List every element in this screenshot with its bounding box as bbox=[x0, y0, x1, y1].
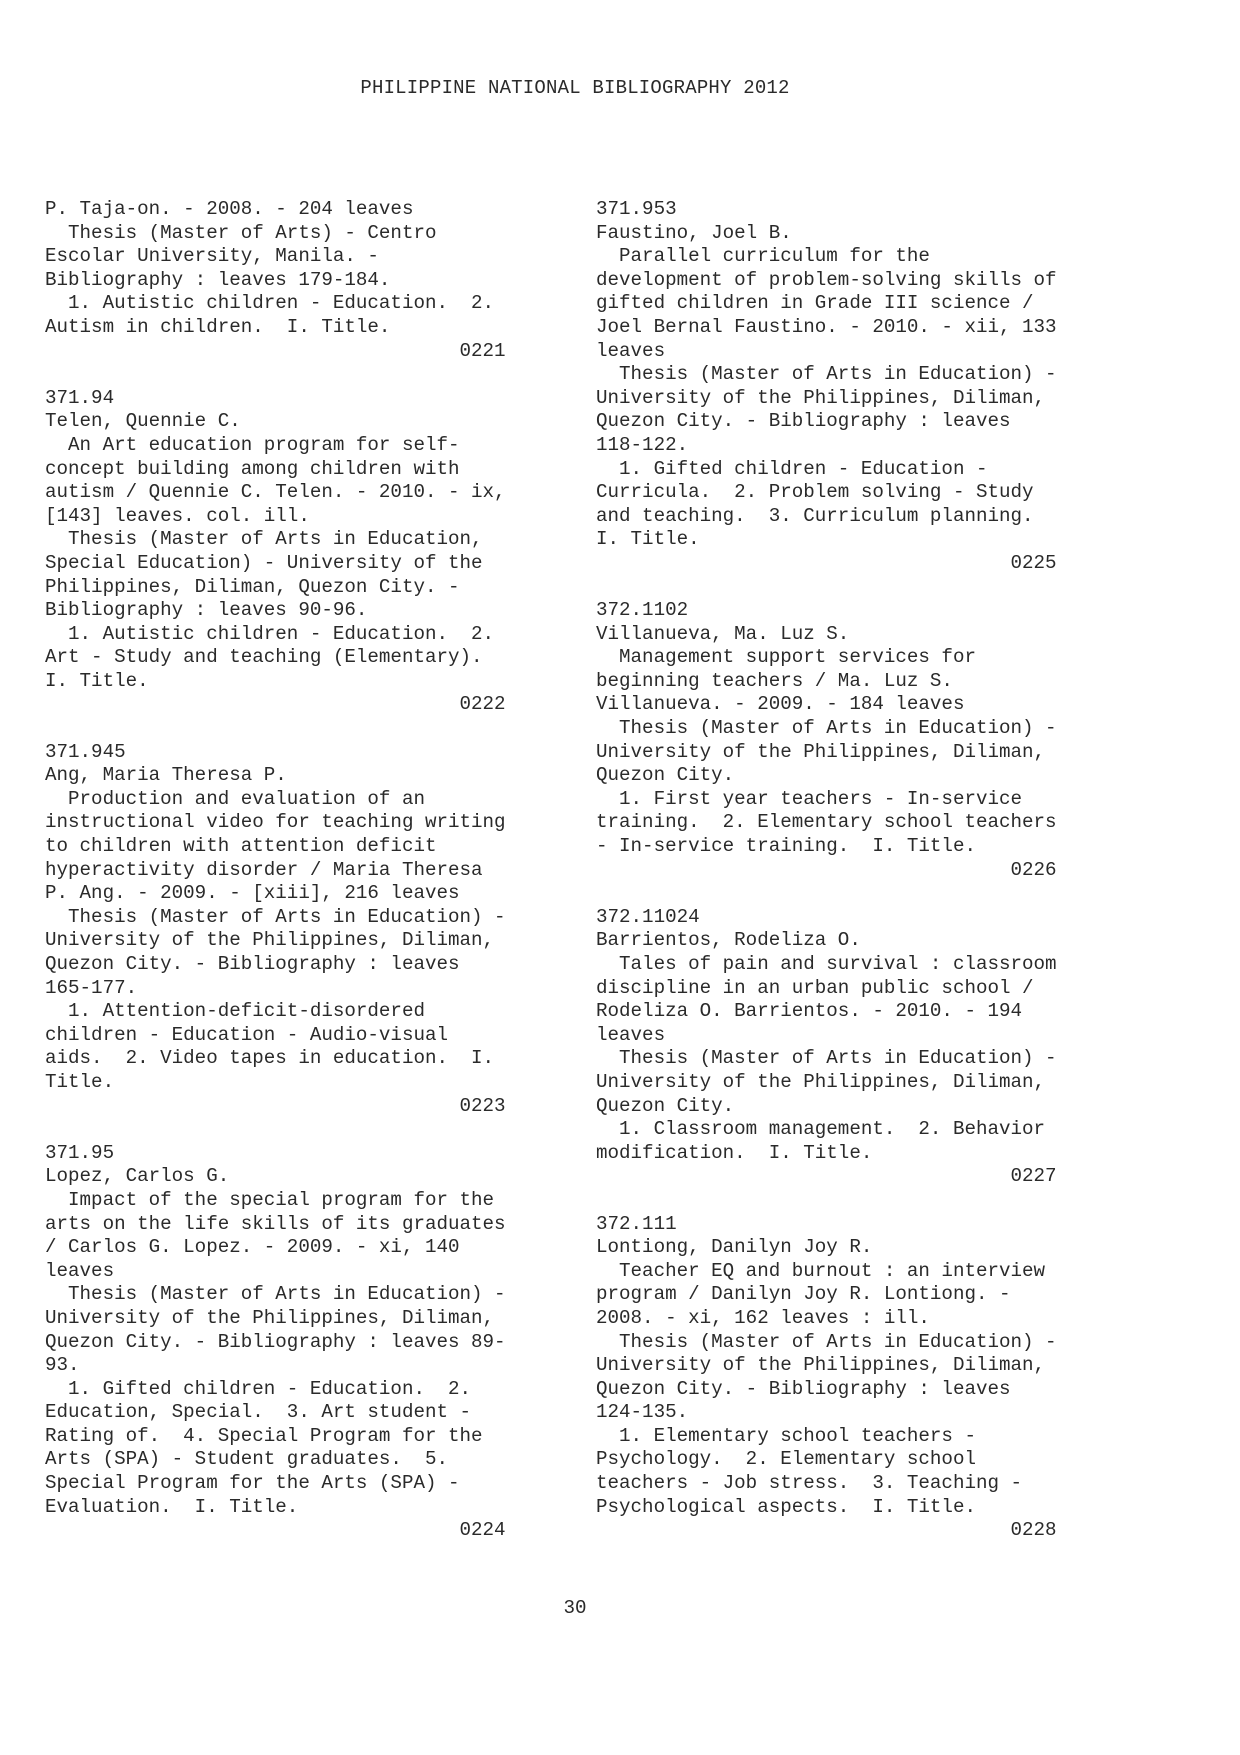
text-line: 0225 bbox=[596, 551, 1057, 574]
text-line: 1. Gifted children - Education. 2. bbox=[45, 1377, 472, 1400]
text-line: 0221 bbox=[45, 339, 506, 362]
text-line: Arts (SPA) - Student graduates. 5. bbox=[45, 1448, 449, 1471]
text-line bbox=[596, 576, 1057, 600]
text-line: Thesis (Master of Arts in Education) - bbox=[596, 1047, 1057, 1070]
text-line: 371.953 bbox=[596, 198, 677, 220]
text-line: teachers - Job stress. 3. Teaching - bbox=[596, 1472, 1023, 1495]
text-line: modification. I. Title. bbox=[596, 1141, 873, 1164]
text-line bbox=[596, 882, 1057, 906]
text-line: 372.111 bbox=[596, 1212, 677, 1235]
text-line: Art - Study and teaching (Elementary). bbox=[45, 646, 483, 669]
page-number: 30 bbox=[563, 1597, 587, 1619]
text-line: Rating of. 4. Special Program for the bbox=[45, 1424, 483, 1447]
text-line: 1. Elementary school teachers - bbox=[596, 1424, 976, 1447]
text-line: Rodeliza O. Barrientos. - 2010. - 194 bbox=[596, 1000, 1023, 1023]
text-line: autism / Quennie C. Telen. - 2010. - ix, bbox=[45, 481, 506, 504]
text-line: Psychological aspects. I. Title. bbox=[596, 1495, 976, 1518]
text-line: 1. Autistic children - Education. 2. bbox=[45, 622, 495, 645]
text-line: gifted children in Grade III science / bbox=[596, 292, 1034, 315]
text-line: Quezon City. bbox=[596, 764, 735, 787]
text-line: Title. bbox=[45, 1070, 115, 1093]
text-line: I. Title. bbox=[45, 669, 149, 692]
text-line: Curricula. 2. Problem solving - Study bbox=[596, 481, 1034, 504]
text-line: Bibliography : leaves 179-184. bbox=[45, 268, 391, 291]
text-line: I. Title. bbox=[596, 528, 700, 551]
text-line bbox=[45, 363, 506, 387]
text-line: 1. Attention-deficit-disordered bbox=[45, 1000, 425, 1023]
text-line: University of the Philippines, Diliman, bbox=[596, 1354, 1046, 1377]
text-line: 93. bbox=[45, 1354, 80, 1377]
text-line: 2008. - xi, 162 leaves : ill. bbox=[596, 1306, 930, 1329]
text-line: [143] leaves. col. ill. bbox=[45, 504, 310, 527]
text-line: University of the Philippines, Diliman, bbox=[596, 740, 1046, 763]
text-line: arts on the life skills of its graduates bbox=[45, 1212, 506, 1235]
text-line: Autism in children. I. Title. bbox=[45, 315, 391, 338]
text-line: Villanueva. - 2009. - 184 leaves bbox=[596, 693, 965, 716]
text-line: 0226 bbox=[596, 858, 1057, 881]
text-line: discipline in an urban public school / bbox=[596, 976, 1034, 999]
text-line: 118-122. bbox=[596, 433, 689, 456]
text-line bbox=[45, 717, 506, 741]
text-line: 0227 bbox=[596, 1165, 1057, 1188]
text-line: Education, Special. 3. Art student - bbox=[45, 1401, 472, 1424]
text-line: Ang, Maria Theresa P. bbox=[45, 764, 287, 787]
text-line: 0222 bbox=[45, 693, 506, 716]
text-line: Villanueva, Ma. Luz S. bbox=[596, 622, 850, 645]
text-line: 1. First year teachers - In-service bbox=[596, 787, 1023, 810]
text-line: 1. Classroom management. 2. Behavior bbox=[596, 1118, 1046, 1141]
text-line: concept building among children with bbox=[45, 457, 460, 480]
text-line: beginning teachers / Ma. Luz S. bbox=[596, 669, 953, 692]
text-line: University of the Philippines, Diliman, bbox=[596, 1070, 1046, 1093]
text-line: 1. Gifted children - Education - bbox=[596, 457, 988, 480]
text-line: Thesis (Master of Arts in Education) - bbox=[45, 1283, 506, 1306]
text-line: Evaluation. I. Title. bbox=[45, 1495, 299, 1518]
text-line: Impact of the special program for the bbox=[45, 1188, 495, 1211]
text-line: University of the Philippines, Diliman, bbox=[45, 1306, 495, 1329]
text-line: Tales of pain and survival : classroom bbox=[596, 953, 1057, 975]
text-line: hyperactivity disorder / Maria Theresa bbox=[45, 858, 483, 881]
text-line: 372.11024 bbox=[596, 905, 700, 928]
text-line: An Art education program for self- bbox=[45, 433, 460, 456]
text-line: / Carlos G. Lopez. - 2009. - xi, 140 bbox=[45, 1236, 460, 1259]
left-column bbox=[45, 198, 506, 1543]
text-line: Thesis (Master of Arts in Education) - bbox=[596, 717, 1057, 740]
text-line: 165-177. bbox=[45, 976, 138, 999]
text-line: 0223 bbox=[45, 1094, 506, 1117]
text-line: Special Program for the Arts (SPA) - bbox=[45, 1472, 460, 1495]
text-line: leaves bbox=[596, 1023, 666, 1046]
text-line: P. Taja-on. - 2008. - 204 leaves bbox=[45, 198, 414, 220]
text-line: Quezon City. - Bibliography : leaves 89- bbox=[45, 1330, 506, 1353]
text-line: aids. 2. Video tapes in education. I. bbox=[45, 1047, 495, 1070]
text-line: leaves bbox=[45, 1259, 115, 1282]
text-line: 371.945 bbox=[45, 740, 126, 763]
text-line: 372.1102 bbox=[596, 599, 689, 622]
text-line: Lopez, Carlos G. bbox=[45, 1165, 230, 1188]
text-line: and teaching. 3. Curriculum planning. bbox=[596, 504, 1034, 527]
text-line: Special Education) - University of the bbox=[45, 551, 483, 574]
text-line: Psychology. 2. Elementary school bbox=[596, 1448, 976, 1471]
text-line: Thesis (Master of Arts) - Centro bbox=[45, 221, 437, 244]
text-line: Philippines, Diliman, Quezon City. - bbox=[45, 575, 460, 598]
text-line: program / Danilyn Joy R. Lontiong. - bbox=[596, 1283, 1011, 1306]
text-line: Escolar University, Manila. - bbox=[45, 245, 379, 268]
text-line: - In-service training. I. Title. bbox=[596, 835, 976, 858]
text-line: development of problem-solving skills of bbox=[596, 268, 1057, 291]
text-line: 371.95 bbox=[45, 1141, 115, 1164]
text-line: University of the Philippines, Diliman, bbox=[45, 929, 495, 952]
text-line bbox=[45, 1118, 506, 1142]
text-line: Bibliography : leaves 90-96. bbox=[45, 599, 368, 622]
text-line: Thesis (Master of Arts in Education, bbox=[45, 528, 483, 551]
text-line: training. 2. Elementary school teachers bbox=[596, 811, 1057, 834]
text-line: Production and evaluation of an bbox=[45, 787, 425, 810]
text-line: Teacher EQ and burnout : an interview bbox=[596, 1259, 1046, 1282]
text-line: Telen, Quennie C. bbox=[45, 410, 241, 433]
text-line: Quezon City. - Bibliography : leaves bbox=[596, 410, 1011, 433]
text-line: 0228 bbox=[596, 1519, 1057, 1542]
text-line: Thesis (Master of Arts in Education) - bbox=[45, 905, 506, 928]
text-line: Faustino, Joel B. bbox=[596, 221, 792, 244]
text-line: Management support services for bbox=[596, 646, 976, 669]
text-line: Thesis (Master of Arts in Education) - bbox=[596, 1330, 1057, 1353]
text-line: instructional video for teaching writing bbox=[45, 811, 506, 834]
text-line: 124-135. bbox=[596, 1401, 689, 1424]
text-line: Joel Bernal Faustino. - 2010. - xii, 133 bbox=[596, 315, 1057, 338]
text-line: 371.94 bbox=[45, 386, 115, 409]
text-line: leaves bbox=[596, 339, 666, 362]
text-line: Quezon City. - Bibliography : leaves bbox=[596, 1377, 1011, 1400]
text-line: Quezon City. bbox=[596, 1094, 735, 1117]
text-line: University of the Philippines, Diliman, bbox=[596, 386, 1046, 409]
right-column bbox=[596, 198, 1057, 1543]
text-line: children - Education - Audio-visual bbox=[45, 1023, 449, 1046]
text-line: 0224 bbox=[45, 1519, 506, 1542]
text-line: Parallel curriculum for the bbox=[596, 245, 930, 268]
text-line bbox=[596, 1189, 1057, 1213]
text-line: P. Ang. - 2009. - [xiii], 216 leaves bbox=[45, 882, 460, 905]
text-line: Barrientos, Rodeliza O. bbox=[596, 929, 861, 952]
text-line: Quezon City. - Bibliography : leaves bbox=[45, 953, 460, 975]
text-line: 1. Autistic children - Education. 2. bbox=[45, 292, 495, 315]
text-line: Lontiong, Danilyn Joy R. bbox=[596, 1236, 873, 1259]
text-line: Thesis (Master of Arts in Education) - bbox=[596, 363, 1057, 386]
page-title: PHILIPPINE NATIONAL BIBLIOGRAPHY 2012 bbox=[360, 77, 790, 99]
text-line: to children with attention deficit bbox=[45, 835, 437, 858]
